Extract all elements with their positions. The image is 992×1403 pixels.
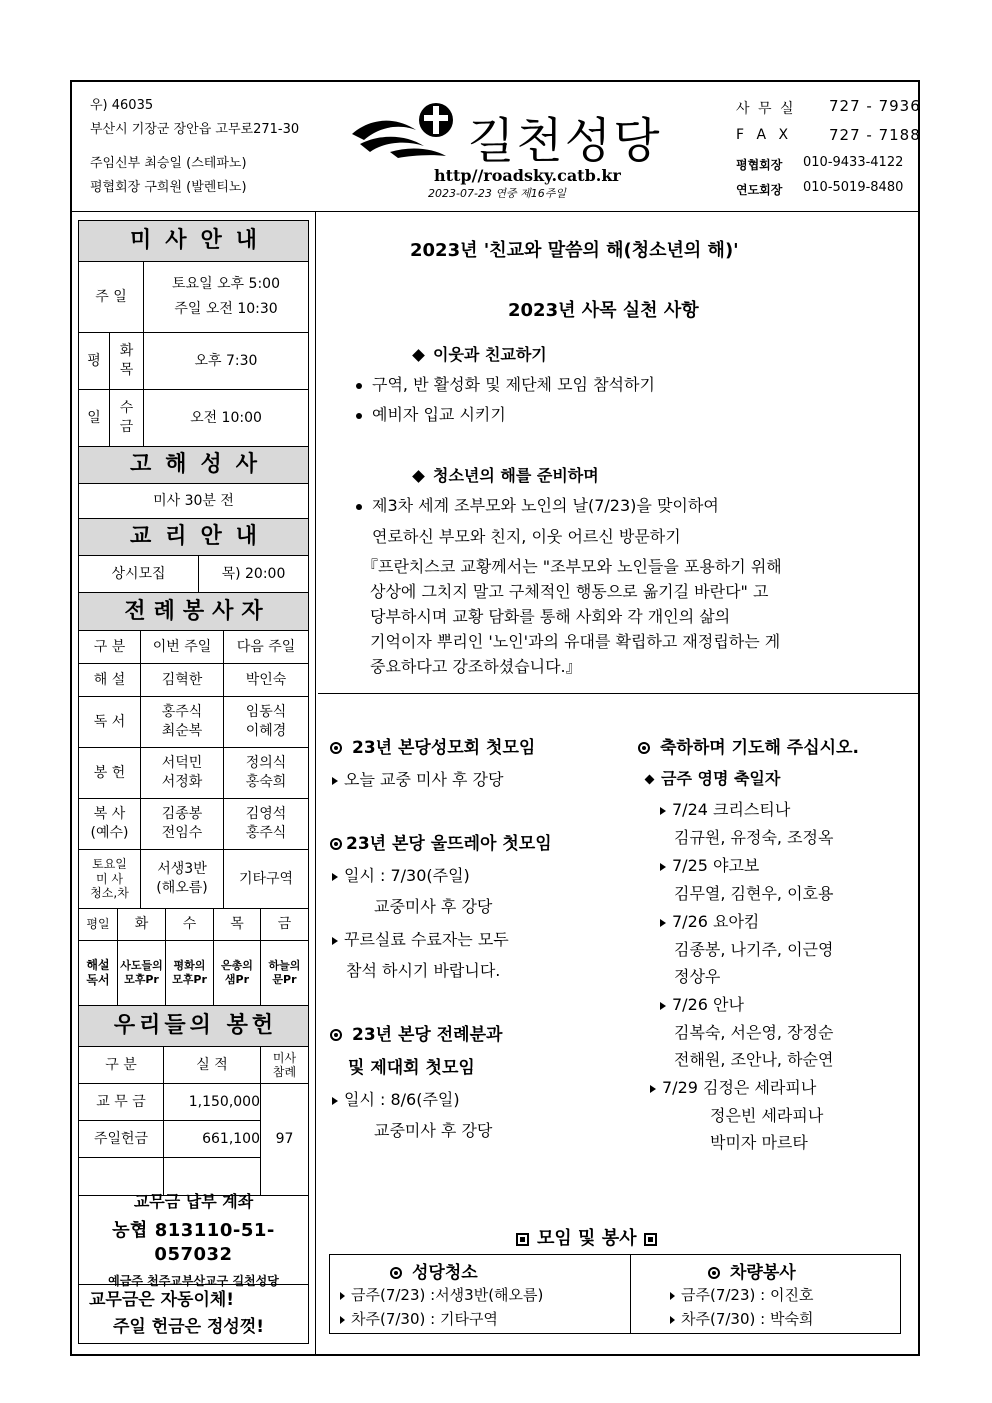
feast-names: 전해원, 조안나, 하순연 [674,1050,834,1069]
arrow-bullet-icon [650,1085,656,1093]
offering-row-label: 교 무 금 [78,1083,164,1121]
account-number: 농협 813110-51-057032 [112,1219,275,1266]
notice3-title-cont: 및 제대회 첫모임 [348,1058,475,1078]
catechism-title: 교리안내 [78,518,309,556]
notice-offering: 주일 헌금은 정성껏! [113,1317,264,1337]
weekday-cell: 은총의 샘Pr [213,940,261,1006]
bulletin-page [70,80,920,1356]
notice2-item: 꾸르실료 수료자는 모두 [332,927,509,950]
main-divider [318,693,918,694]
offering-row-amount: 1,150,000 [163,1083,261,1121]
notice-box [78,1284,309,1344]
mass-guide-title: 미사안내 [78,220,309,262]
cleaning-this-week: 금주(7/23) :서생3반(해오름) [340,1284,543,1305]
server-next: 박인숙 [223,663,309,697]
council-president: 평협회장 구희원 (발렌티노) [90,180,247,195]
arrow-bullet-icon [332,1097,338,1105]
arrow-bullet-icon [340,1316,345,1324]
feast-title: 축하하며 기도해 주십시오. [638,733,859,758]
sunday-label: 주 일 [78,261,144,333]
target-icon [708,1267,720,1279]
notice-autopay: 교무금은 자동이체! [89,1290,235,1311]
notice2-item: 일시 : 7/30(주일) [332,863,470,886]
notice3-item: 일시 : 8/6(주일) [332,1087,460,1110]
quote-line: 중요하다고 강조하셨습니다.』 [370,657,582,676]
cleaning-this: 서생3반 (해오름) [140,849,224,909]
notice2-title: 23년 본당 울뜨레아 첫모임 [330,829,552,854]
offering-header-amount: 실 적 [163,1046,261,1084]
pastor: 주임신부 최승일 (스테파노) [90,156,247,171]
feast-names: 김규원, 유정숙, 조정옥 [674,828,834,847]
bulletin-date: 2023-07-23 연중 제16주일 [428,187,567,200]
arrow-bullet-icon [660,863,666,871]
postal-code: 우) 46035 [90,98,154,113]
weekday-header: 화 [117,908,166,941]
account-box [78,1192,309,1288]
section2-title: 청소년의 해를 준비하며 [414,463,599,486]
servers-header-next: 다음 주일 [223,630,309,664]
section2-item: 제3차 세계 조부모와 노인의 날(7/23)을 맞이하여 [356,493,719,516]
weekday-header: 금 [260,908,309,941]
section1-item: 구역, 반 활성화 및 제단체 모임 참석하기 [356,372,655,395]
notice2-item-cont: 교중미사 후 강당 [374,897,493,916]
arrow-bullet-icon [670,1292,675,1300]
feast-names: 정은빈 세라피나 [710,1106,824,1125]
feast-day: 7/24 크리스티나 [660,797,790,820]
saturday-mass: 토요일 오후 5:00 [172,276,280,293]
servers-header-this: 이번 주일 [140,630,224,664]
section1-title: 이웃과 친교하기 [414,342,547,365]
target-icon [330,838,342,850]
notice3-title: 23년 본당 전례분과 [330,1020,502,1045]
tue-thu-time: 오후 7:30 [143,332,309,390]
cleaning-role: 토요일 미 사 청소,차 [78,849,141,909]
weekday-cell: 평화의 모후Pr [165,940,214,1006]
arrow-bullet-icon [332,777,338,785]
council-chair-label: 평협회장 [736,158,783,172]
arrow-bullet-icon [340,1292,345,1300]
bullet-icon [356,413,362,419]
feast-names: 김복숙, 서은영, 장정순 [674,1023,834,1042]
confession-title: 고해성사 [78,446,309,484]
catechism-left: 상시모집 [78,555,199,593]
account-holder: 예금주 천주교부산교구 길천성당 [108,1273,279,1288]
server-next: 정의식 홍숙희 [223,747,309,799]
sunday-times [143,261,309,333]
servers-header-role: 구 분 [78,630,141,664]
account-title: 교무금 납부 계좌 [133,1192,254,1212]
server-role: 봉 헌 [78,747,141,799]
bullet-icon [356,504,362,510]
sidebar [78,220,309,1344]
weekday-header: 평일 [78,908,118,941]
tue-thu-label: 화 목 [109,332,144,390]
server-this: 김종봉 전임수 [140,798,224,850]
notice1-title: 23년 본당성모회 첫모임 [330,733,535,758]
weekday-cell: 하늘의 문Pr [260,940,309,1006]
target-icon [638,742,650,754]
pastoral-plan-title: 2023년 사목 실천 사항 [508,300,699,321]
arrow-bullet-icon [660,1002,666,1010]
feast-names: 정상우 [674,967,721,986]
server-next: 임동식 이혜경 [223,696,309,748]
feast-day: 7/25 야고보 [660,853,759,876]
weekday-header: 수 [165,908,214,941]
wed-fri-time: 오전 10:00 [143,389,309,447]
youth-chair-label: 연도회장 [736,183,783,197]
server-role: 복 사 (예수) [78,798,141,850]
section2-item-cont: 연로하신 부모와 친지, 이웃 어르신 방문하기 [372,527,681,546]
office-label: 사 무 실 [736,101,796,117]
bullet-icon [356,383,362,389]
server-this: 서덕민 서정화 [140,747,224,799]
offering-row-empty [78,1157,164,1196]
diamond-icon [412,349,425,362]
cleaning-title: 성당청소 [390,1258,478,1283]
attendance-value: 97 [260,1083,309,1196]
feast-names: 박미자 마르타 [710,1133,808,1152]
council-chair-phone: 010-9433-4122 [803,155,904,170]
parish-logo-icon [350,100,465,160]
offering-row-amount: 661,100 [163,1120,261,1158]
driving-this-week: 금주(7/23) : 이진호 [670,1284,813,1305]
quote-line: 기억이자 뿌리인 '노인'과의 유대를 확립하고 재정립하는 게 [370,632,781,651]
fax-label: F A X [736,127,793,143]
weekday-header: 목 [213,908,261,941]
diamond-icon [645,775,655,785]
meeting-title: 모임 및 봉사 [508,1224,665,1250]
diamond-icon [412,470,425,483]
arrow-bullet-icon [660,807,666,815]
quote-line: 상상에 그치지 말고 구체적인 행동으로 옮기길 바란다" 고 [370,582,769,601]
server-role: 해 설 [78,663,141,697]
notice1-item: 오늘 교중 미사 후 강당 [332,767,503,790]
website: http//roadsky.catb.kr [434,166,621,185]
arrow-bullet-icon [670,1316,675,1324]
sunday-mass: 주일 오전 10:30 [174,301,278,317]
weekday-label-1: 평 [78,332,110,390]
service-divider [630,1254,631,1334]
offering-row-empty [163,1157,261,1196]
arrow-bullet-icon [332,937,338,945]
weekday-label-2: 일 [78,389,110,447]
offering-row-label: 주일헌금 [78,1120,164,1158]
feast-names: 김무열, 김현우, 이호용 [674,884,834,903]
fax-phone: 727 - 7188 [829,126,921,144]
header-divider [72,211,918,212]
square-icon [516,1233,529,1246]
wed-fri-label: 수 금 [109,389,144,447]
column-divider [315,212,316,1356]
year-theme-title: 2023년 '친교와 말씀의 해(청소년의 해)' [410,240,739,261]
quote-line: 『프란치스코 교황께서는 "조부모와 노인들을 포용하기 위해 [362,557,782,576]
server-this: 김혁한 [140,663,224,697]
pope-quote [362,554,782,679]
driving-title: 차량봉사 [708,1258,796,1283]
square-icon [644,1233,657,1246]
quote-line: 당부하시며 교황 담화를 통해 사회와 각 개인의 삶의 [370,607,731,626]
weekday-role: 해설 독서 [78,940,118,1006]
arrow-bullet-icon [660,919,666,927]
confession-text: 미사 30분 전 [78,483,309,519]
section1-item: 예비자 입교 시키기 [356,402,506,425]
target-icon [330,1029,342,1041]
notice2-item-cont: 참석 하시기 바랍니다. [346,961,501,980]
arrow-bullet-icon [332,873,338,881]
offering-title: 우리들의 봉헌 [78,1005,309,1047]
target-icon [390,1267,402,1279]
weekday-cell: 사도들의 모후Pr [117,940,166,1006]
notice3-item-cont: 교중미사 후 강당 [374,1121,493,1140]
address: 부산시 기장군 장안읍 고무로271-30 [90,122,300,137]
youth-chair-phone: 010-5019-8480 [803,180,904,195]
feast-day: 7/26 안나 [660,992,744,1015]
feast-names: 김종봉, 나기주, 이근영 [674,940,834,959]
driving-next-week: 차주(7/30) : 박숙희 [670,1308,813,1329]
feast-subtitle: 금주 영명 축일자 [646,766,780,789]
target-icon [330,742,342,754]
parish-name: 길천성당 [468,113,662,169]
server-role: 독 서 [78,696,141,748]
catechism-right: 목) 20:00 [198,555,309,593]
offering-header-label: 구 분 [78,1046,164,1084]
offering-header-attendance: 미사 참례 [260,1046,309,1084]
server-this: 홍주식 최순복 [140,696,224,748]
office-phone: 727 - 7936 [829,97,921,115]
feast-day: 7/26 요아킴 [660,909,759,932]
cleaning-next-week: 차주(7/30) : 기타구역 [340,1308,498,1329]
cleaning-next: 기타구역 [223,849,309,909]
feast-day: 7/29 김정은 세라피나 [650,1075,816,1098]
servers-title: 전례봉사자 [78,592,309,631]
server-next: 김영석 홍주식 [223,798,309,850]
